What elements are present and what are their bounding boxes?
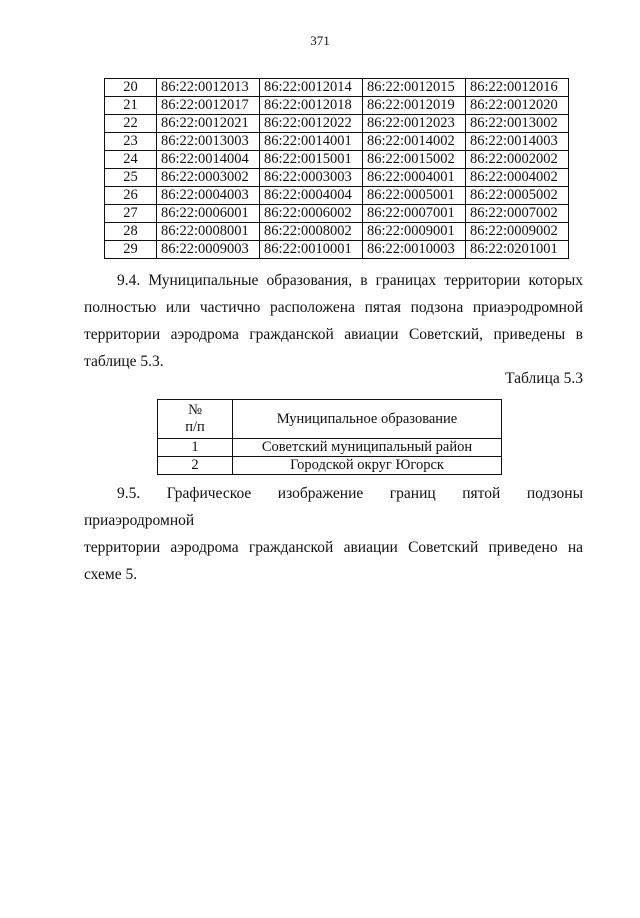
table-row — [105, 79, 569, 97]
table-row — [105, 97, 569, 115]
cadastral-code: 86:22:0012014 — [260, 79, 363, 97]
cadastral-code: 86:22:0009003 — [157, 241, 260, 259]
cadastral-code: 86:22:0014002 — [363, 133, 466, 151]
cadastral-code: 86:22:0004002 — [466, 169, 569, 187]
cadastral-code: 86:22:0014004 — [157, 151, 260, 169]
row-number: 1 — [158, 439, 233, 457]
cadastral-code: 86:22:0013002 — [466, 115, 569, 133]
cadastral-code: 86:22:0003003 — [260, 169, 363, 187]
row-number: 29 — [105, 241, 157, 259]
paragraph-line: территории аэродрома гражданской авиации Советский, приведены в — [84, 326, 583, 343]
cadastral-code: 86:22:0009002 — [466, 223, 569, 241]
cadastral-code: 86:22:0012023 — [363, 115, 466, 133]
cadastral-code: 86:22:0002002 — [466, 151, 569, 169]
cadastral-code: 86:22:0007001 — [363, 205, 466, 223]
table-row — [105, 241, 569, 259]
table-row — [105, 187, 569, 205]
cadastral-code: 86:22:0015001 — [260, 151, 363, 169]
row-number: 2 — [158, 457, 233, 475]
header-municipality: Муниципальное образование — [233, 400, 502, 439]
row-number: 23 — [105, 133, 157, 151]
municipality-name: Городской округ Югорск — [233, 457, 502, 475]
row-number: 24 — [105, 151, 157, 169]
table-row — [158, 439, 502, 457]
paragraph-line: полностью или частично расположена пятая подзона приаэродромной — [84, 299, 583, 316]
row-number: 27 — [105, 205, 157, 223]
row-number: 22 — [105, 115, 157, 133]
cadastral-code: 86:22:0012015 — [363, 79, 466, 97]
table-row — [105, 151, 569, 169]
table-row — [105, 115, 569, 133]
table-row — [105, 169, 569, 187]
paragraph-9-4 — [84, 267, 583, 375]
row-number: 26 — [105, 187, 157, 205]
cadastral-code: 86:22:0008002 — [260, 223, 363, 241]
cadastral-code: 86:22:0012022 — [260, 115, 363, 133]
cadastral-code: 86:22:0004001 — [363, 169, 466, 187]
row-number: 28 — [105, 223, 157, 241]
cadastral-code: 86:22:0004004 — [260, 187, 363, 205]
municipal-table — [157, 399, 502, 475]
row-number: 25 — [105, 169, 157, 187]
paragraph-line: территории аэродрома гражданской авиации Советский приведено на схеме 5. — [84, 539, 583, 583]
row-number: 20 — [105, 79, 157, 97]
table-row — [105, 133, 569, 151]
table-row — [105, 223, 569, 241]
paragraph-line: 9.5. Графическое изображение границ пятой подзоны приаэродромной — [84, 485, 583, 529]
cadastral-code: 86:22:0015002 — [363, 151, 466, 169]
cadastral-code: 86:22:0010003 — [363, 241, 466, 259]
cadastral-code: 86:22:0012016 — [466, 79, 569, 97]
cadastral-code: 86:22:0006002 — [260, 205, 363, 223]
cadastral-code: 86:22:0005001 — [363, 187, 466, 205]
cadastral-code: 86:22:0008001 — [157, 223, 260, 241]
municipality-name: Советский муниципальный район — [233, 439, 502, 457]
cadastral-code: 86:22:0013003 — [157, 133, 260, 151]
paragraph-9-5 — [84, 480, 583, 588]
cadastral-code: 86:22:0012021 — [157, 115, 260, 133]
cadastral-code: 86:22:0014003 — [466, 133, 569, 151]
cadastral-code: 86:22:0014001 — [260, 133, 363, 151]
cadastral-code: 86:22:0012020 — [466, 97, 569, 115]
cadastral-table — [104, 78, 569, 259]
page-number: 371 — [310, 33, 330, 48]
table-row — [105, 205, 569, 223]
header-number-symbol: № — [188, 402, 202, 418]
row-number: 21 — [105, 97, 157, 115]
table-caption: Таблица 5.3 — [505, 370, 583, 387]
cadastral-code: 86:22:0004003 — [157, 187, 260, 205]
cadastral-code: 86:22:0006001 — [157, 205, 260, 223]
cadastral-code: 86:22:0012013 — [157, 79, 260, 97]
header-number — [158, 400, 233, 439]
cadastral-code: 86:22:0007002 — [466, 205, 569, 223]
paragraph-line: таблице 5.3. — [84, 353, 164, 370]
table-row — [158, 457, 502, 475]
header-number-label: п/п — [185, 419, 205, 435]
cadastral-code: 86:22:0005002 — [466, 187, 569, 205]
paragraph-line: 9.4. Муниципальные образования, в границах территории которых — [117, 272, 583, 289]
cadastral-code: 86:22:0012019 — [363, 97, 466, 115]
cadastral-code: 86:22:0009001 — [363, 223, 466, 241]
cadastral-code: 86:22:0012018 — [260, 97, 363, 115]
table-header-row — [158, 400, 502, 439]
cadastral-code: 86:22:0010001 — [260, 241, 363, 259]
cadastral-code: 86:22:0201001 — [466, 241, 569, 259]
cadastral-code: 86:22:0003002 — [157, 169, 260, 187]
cadastral-code: 86:22:0012017 — [157, 97, 260, 115]
